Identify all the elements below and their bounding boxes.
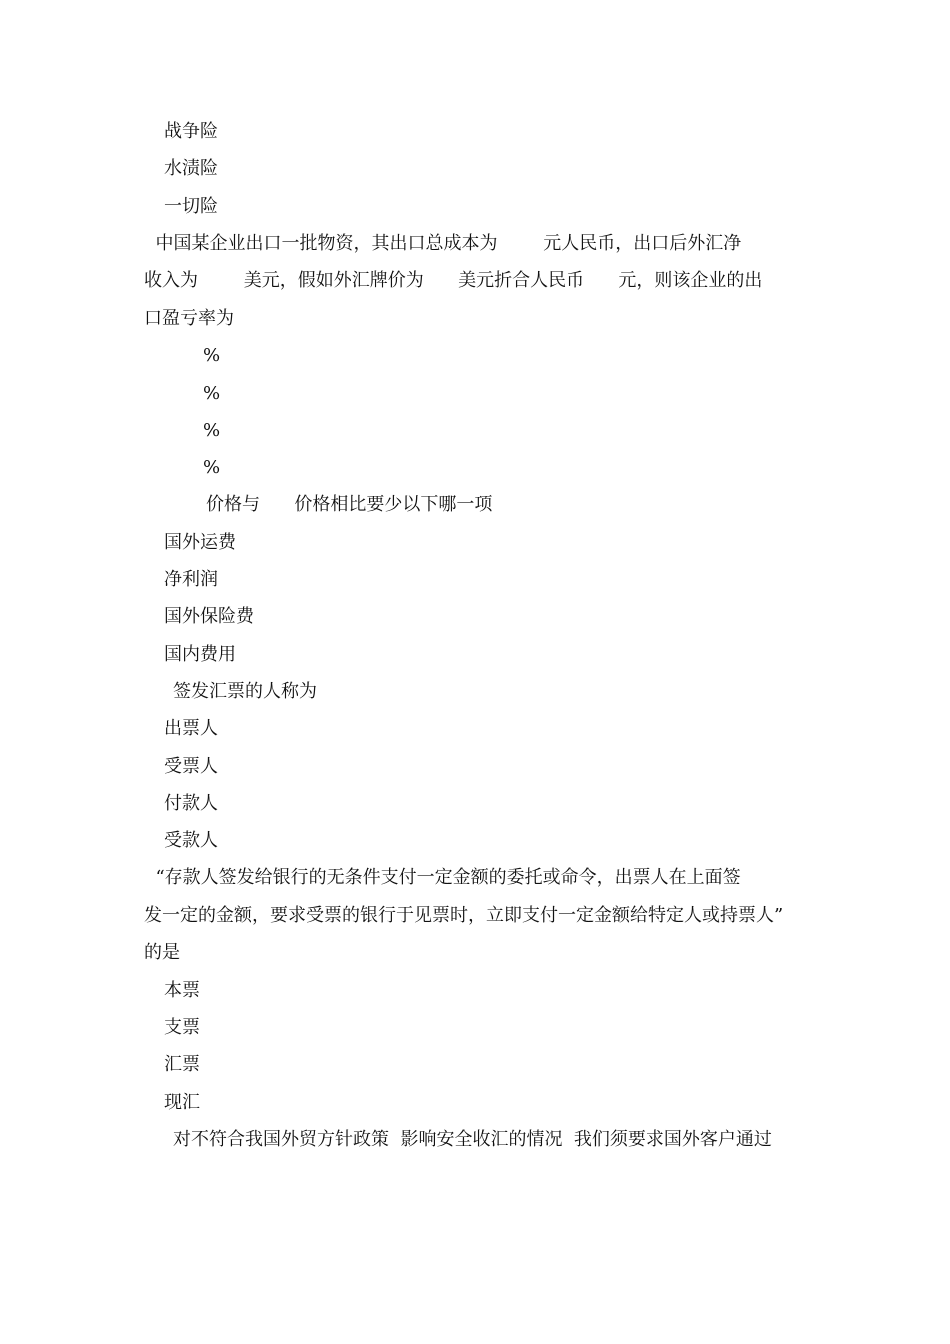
option-line: 受款人 (164, 830, 218, 851)
question-stem-line: 口盈亏率为 (144, 308, 234, 329)
option-line: 受票人 (164, 756, 218, 777)
option-line: 水渍险 (164, 158, 218, 179)
question-stem-line: 收入为 美元，假如外汇牌价为 美元折合人民币 元，则该企业的出 (144, 270, 763, 291)
option-line: 支票 (164, 1017, 200, 1038)
option-line: 出票人 (164, 718, 218, 739)
question-stem-line: “存款人签发给银行的无条件支付一定金额的委托或命令，出票人在上面签 (144, 867, 741, 888)
option-line: 本票 (164, 980, 200, 1001)
option-line: 现汇 (164, 1092, 200, 1113)
option-line: 国外保险费 (164, 606, 254, 627)
option-line: 国内费用 (164, 644, 236, 665)
option-line: % (203, 345, 221, 366)
option-line: 付款人 (164, 793, 218, 814)
question-stem-line: 价格与 价格相比要少以下哪一项 (206, 494, 493, 515)
option-line: 净利润 (164, 569, 218, 590)
option-line: % (203, 457, 221, 478)
question-stem-line: 中国某企业出口一批物资，其出口总成本为 元人民币，出口后外汇净 (144, 233, 742, 254)
option-line: 国外运费 (164, 532, 236, 553)
question-stem-line: 签发汇票的人称为 (173, 681, 317, 702)
option-line: 一切险 (164, 196, 218, 217)
question-stem-line: 的是 (144, 942, 180, 963)
option-line: % (203, 420, 221, 441)
option-line: 战争险 (164, 121, 218, 142)
option-line: % (203, 383, 221, 404)
question-stem-line: 发一定的金额，要求受票的银行于见票时，立即支付一定金额给特定人或持票人” (144, 905, 784, 926)
question-stem-line: 对不符合我国外贸方针政策 影响安全收汇的情况 我们须要求国外客户通过 (173, 1129, 772, 1150)
option-line: 汇票 (164, 1054, 200, 1075)
